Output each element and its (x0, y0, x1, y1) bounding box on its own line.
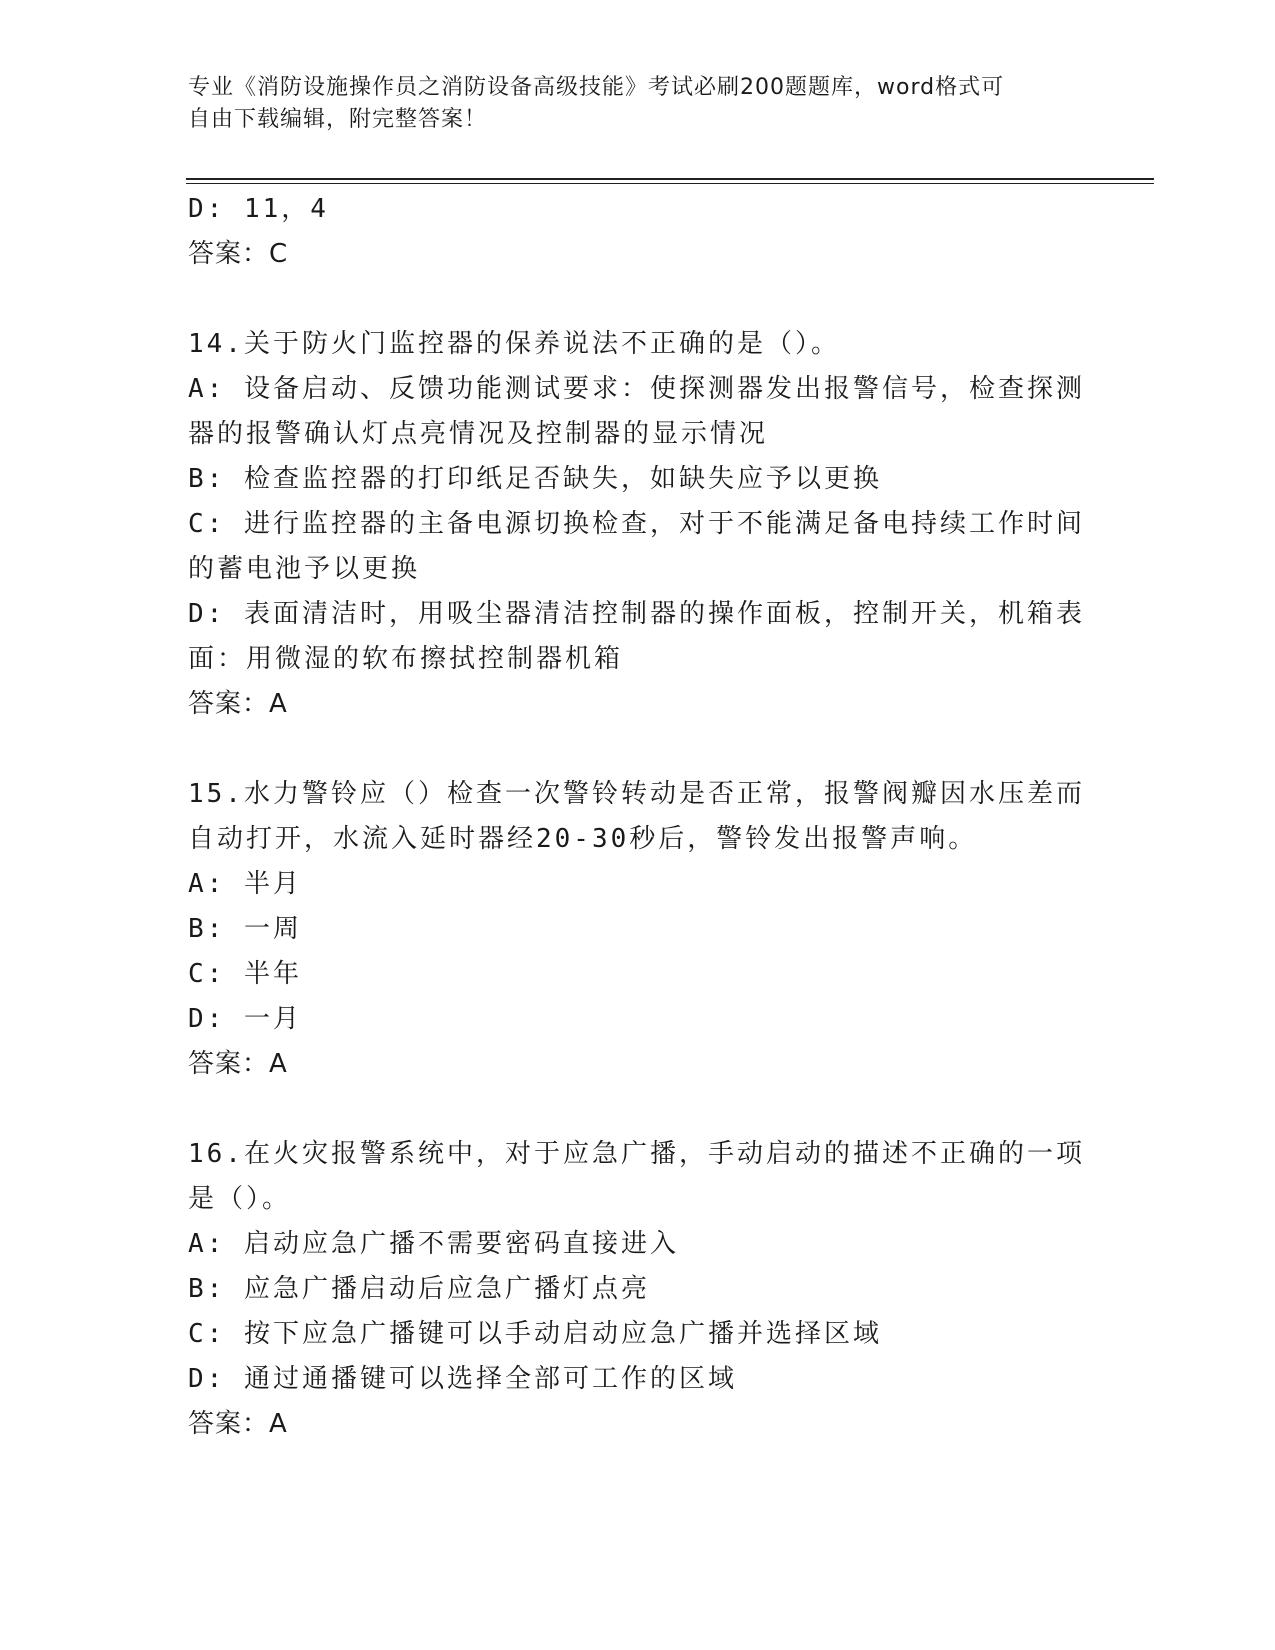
page-header (188, 72, 1068, 136)
option-c-continued: 的蓄电池予以更换 (188, 554, 421, 584)
option-b: B: 应急广播启动后应急广播灯点亮 (188, 1274, 650, 1304)
option-a: A: 设备启动、反馈功能测试要求：使探测器发出报警信号，检查探测 (188, 374, 1085, 404)
header-rule-thin (186, 183, 1154, 184)
question-15 (188, 772, 1088, 1087)
question-16 (188, 1132, 1088, 1447)
option-d: D: 通过通播键可以选择全部可工作的区域 (188, 1364, 737, 1394)
option-a: A: 半月 (188, 869, 302, 899)
question-14 (188, 322, 1088, 727)
option-c: C: 按下应急广播键可以手动启动应急广播并选择区域 (188, 1319, 882, 1349)
option-a: A: 启动应急广播不需要密码直接进入 (188, 1229, 679, 1259)
question-13-fragment (188, 187, 1088, 277)
question-stem-continued: 自动打开，水流入延时器经20-30秒后，警铃发出报警声响。 (188, 824, 978, 854)
question-stem: 15.水力警铃应（）检查一次警铃转动是否正常，报警阀瓣因水压差而 (188, 779, 1085, 809)
header-line-2: 自由下载编辑，附完整答案！ (188, 107, 488, 132)
answer-line: 答案：A (188, 1049, 288, 1079)
answer-line: 答案：A (188, 689, 288, 719)
option-a-continued: 器的报警确认灯点亮情况及控制器的显示情况 (188, 419, 769, 449)
option-d: D: 11，4 (188, 194, 329, 224)
question-stem: 16.在火灾报警系统中，对于应急广播，手动启动的描述不正确的一项 (188, 1139, 1085, 1169)
question-stem-continued: 是（）。 (188, 1184, 292, 1214)
header-line-1: 专业《消防设施操作员之消防设备高级技能》考试必刷200题题库，word格式可 (188, 75, 1005, 100)
spacer (188, 1087, 1088, 1132)
option-d: D: 表面清洁时，用吸尘器清洁控制器的操作面板，控制开关，机箱表 (188, 599, 1085, 629)
spacer (188, 277, 1088, 322)
option-b: B: 一周 (188, 914, 302, 944)
question-stem: 14.关于防火门监控器的保养说法不正确的是（）。 (188, 329, 840, 359)
document-body (188, 187, 1088, 1447)
answer-line: 答案：C (188, 239, 289, 269)
header-rule-thick (186, 178, 1154, 180)
option-d-continued: 面：用微湿的软布擦拭控制器机箱 (188, 644, 624, 674)
spacer (188, 727, 1088, 772)
option-d: D: 一月 (188, 1004, 302, 1034)
option-c: C: 半年 (188, 959, 302, 989)
answer-line: 答案：A (188, 1409, 288, 1439)
option-b: B: 检查监控器的打印纸足否缺失，如缺失应予以更换 (188, 464, 882, 494)
option-c: C: 进行监控器的主备电源切换检查，对于不能满足备电持续工作时间 (188, 509, 1085, 539)
